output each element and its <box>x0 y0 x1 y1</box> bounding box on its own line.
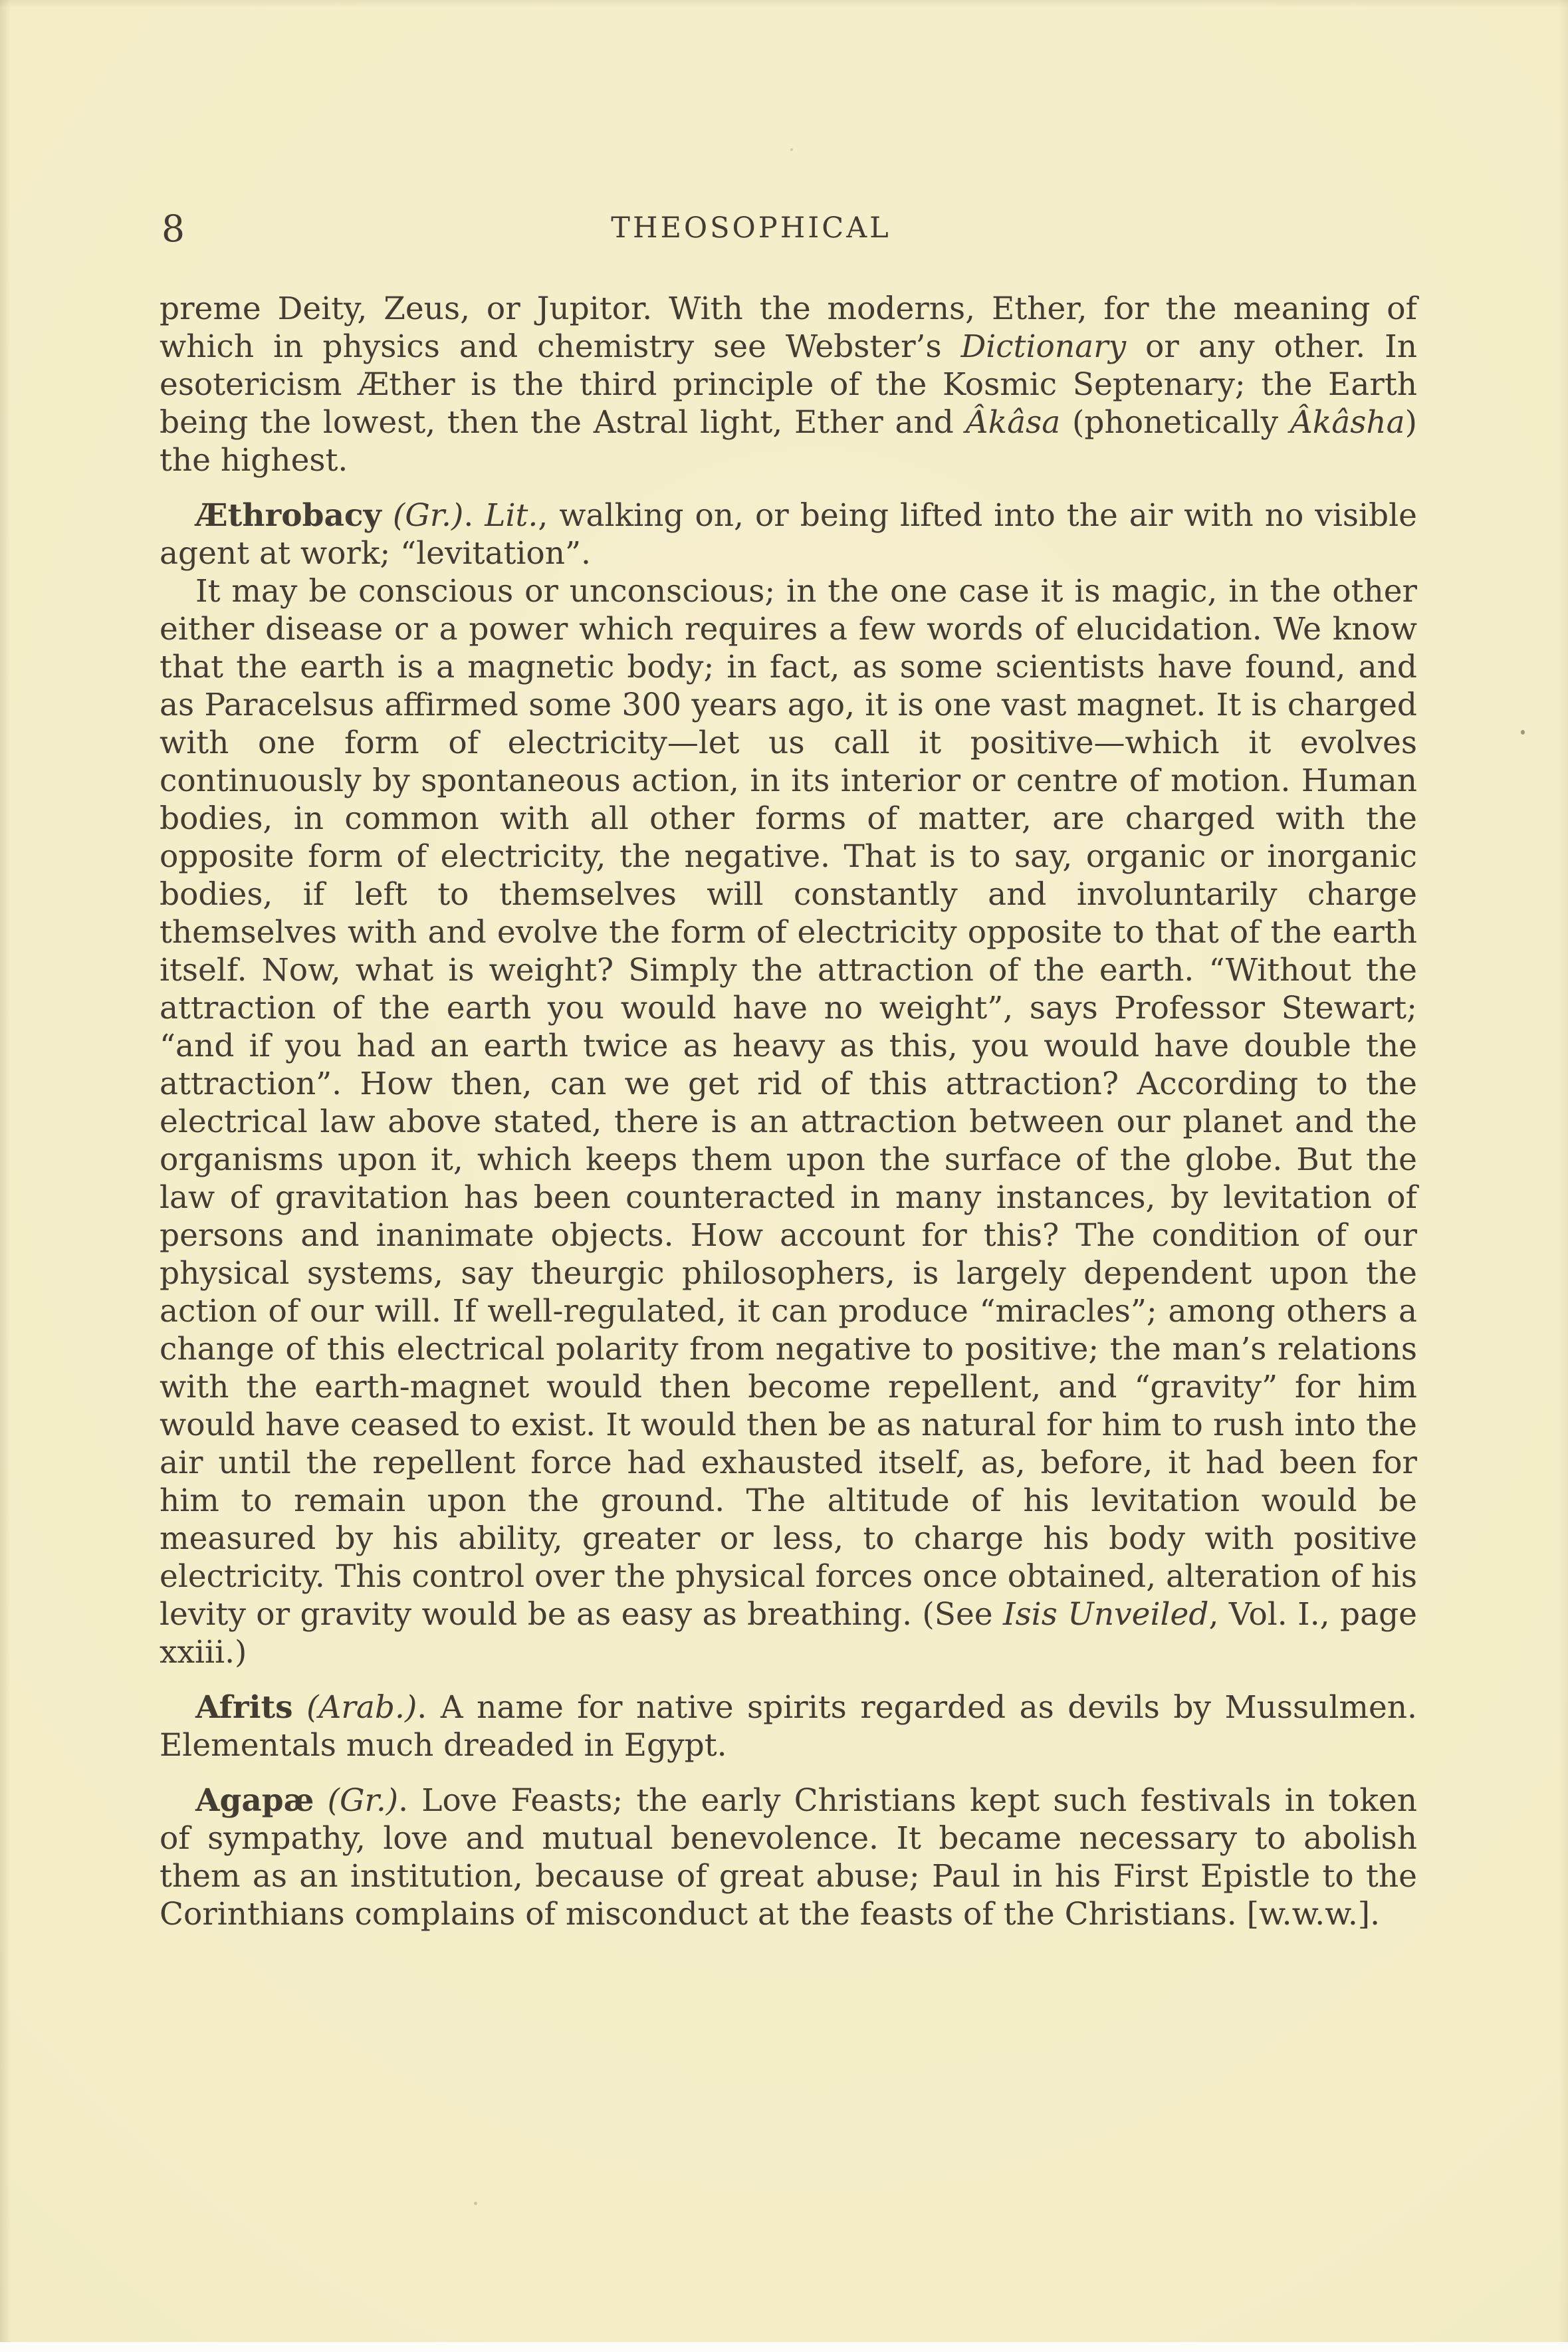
running-title: THEOSOPHICAL <box>611 211 891 245</box>
glossary-paragraph-aether-continuation <box>160 290 1417 479</box>
paper-speck <box>474 2202 477 2205</box>
text-run: (phonetically <box>1060 404 1290 441</box>
italic-run: (Gr.) <box>392 497 464 534</box>
glossary-paragraph-aethrobacy-body <box>160 572 1417 1671</box>
text-run <box>314 1782 327 1819</box>
glossary-entry-afrits <box>160 1689 1417 1764</box>
text-run: . A name for native spirits regarded as devils by Mussulmen. Elementals much dreaded in Egypt. <box>160 1689 1417 1764</box>
italic-run: (Gr.) <box>327 1782 399 1819</box>
text-run <box>293 1689 307 1726</box>
italic-run: Lit. <box>485 497 538 534</box>
text-run: . Love Feasts; the early Christians kept such festivals in token of sympathy, love and mutual benevolence. It became necessary to abolish them as an institution, because of great abuse; Paul in his First Epistle to the Corinthians complains of misconduct at the feasts of the Christians. [w.w.w.]. <box>160 1782 1417 1933</box>
text-run: preme Deity, Zeus, or Jupitor. With the moderns, Ether, for the meaning of which in physics and chemistry see Webster’s <box>160 291 1417 365</box>
entry-term: Agapæ <box>195 1782 314 1819</box>
text-run: , Vol. I., page xxiii.) <box>160 1596 1417 1671</box>
italic-run: Dictionary <box>960 328 1127 365</box>
entry-term: Afrits <box>195 1689 293 1726</box>
paper-speck <box>1521 730 1525 735</box>
text-run: or any other. In esotericism Æther is the third principle of the Kosmic Septenary; the Earth being the lowest, then the Astral light, Ether and <box>160 328 1417 441</box>
italic-run: Âkâsa <box>965 404 1061 441</box>
scan-edge-strip <box>0 2342 1568 2352</box>
italic-run: Âkâsha <box>1289 404 1405 441</box>
text-run: . <box>463 497 485 534</box>
entry-term: Æthrobacy <box>195 497 382 534</box>
text-run <box>382 497 393 534</box>
page-number: 8 <box>162 207 185 250</box>
text-block <box>160 290 1417 1933</box>
italic-run: (Arab.) <box>306 1689 417 1726</box>
paper-speck <box>790 148 793 151</box>
text-run: It may be conscious or unconscious; in the one case it is magic, in the other either disease or a power which requires a few words of elucidation. We know that the earth is a magnetic body; in fact, as some scientists have found, and as Paracelsus affirmed some 300 years ago, it is one vast magnet. It is charged with one form of electricity—let us call it positive—which it evolves continuously by spontaneous action, in its interior or centre of motion. Human bodies, in common with all other forms of matter, are charged with the opposite form of electricity, the negative. That is to say, organic or inorganic bodies, if left to themselves will constantly and involuntarily charge themselves with and evolve the form of electricity opposite to that of the earth itself. Now, what is weight? Simply the attraction of the earth. “Without the attraction of the earth you would have no weight”, says Professor Stewart; “and if you had an earth twice as heavy as this, you would have double the attraction”. How then, can we get rid of this attraction? According to the electrical law above stated, there is an attraction between our planet and the organisms upon it, which keeps them upon the surface of the globe. But the law of gravitation has been counteracted in many instances, by levitation of persons and inanimate objects. How account for this? The condition of our physical systems, say theurgic philosophers, is largely dependent upon the action of our will. If well-regulated, it can produce “miracles”; among others a change of this electrical polarity from negative to positive; the man’s relations with the earth-magnet would then become repellent, and “gravity” for him would have ceased to exist. It would then be as natural for him to rush into the air until the repellent force had exhausted itself, as, before, it had been for him to remain upon the ground. The altitude of his levitation would be measured by his ability, greater or less, to charge his body with positive electricity. This control over the physical forces once obtained, alteration of his levity or gravity would be as easy as breathing. (See <box>160 573 1417 1633</box>
glossary-entry-agapae <box>160 1782 1417 1933</box>
italic-run: Isis Unveiled <box>1003 1596 1209 1633</box>
glossary-entry-aethrobacy <box>160 497 1417 572</box>
text-run: ) the highest. <box>160 404 1417 479</box>
text-run: , walking on, or being lifted into the air with no visible agent at work; “levitation”. <box>160 497 1417 572</box>
